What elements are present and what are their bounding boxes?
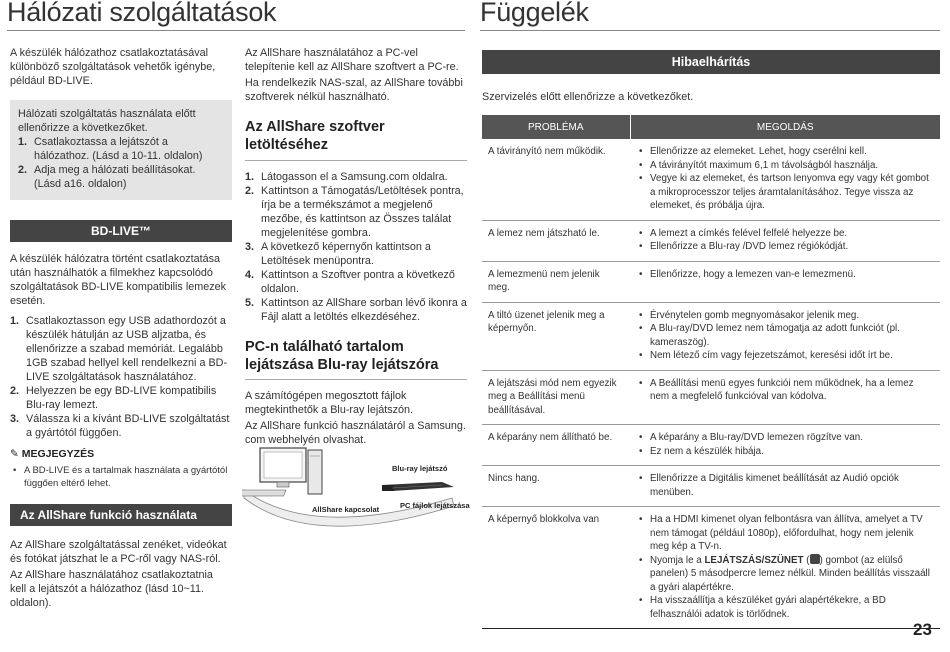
solution-item: • Ha a HDMI kimenet olyan felbontásra van állítva, amelyet a TV nem támogat (például 1080p), előfordulhat, hogy nem jelenik meg kép a TV-n. xyxy=(636,513,934,554)
column-1 xyxy=(10,46,232,610)
allshare-nas-text: Ha rendelkezik NAS-szal, az AllShare további szoftverek nélkül használható. xyxy=(245,77,463,103)
allshare-func-header: Az AllShare funkció használata xyxy=(10,504,232,526)
problem-cell: A lemezmenü nem jelenik meg. xyxy=(482,261,630,302)
solution-item: • Érvénytelen gomb megnyomásakor jelenik meg. xyxy=(636,309,934,323)
step-text: Csatlakoztassa a lejátszót a hálózathoz. (Lásd a 10-11. oldalon) xyxy=(34,136,203,162)
problem-cell: A távirányító nem működik. xyxy=(482,139,630,220)
step-text: Kattintson az AllShare sorban lévő ikonra a Fájl alatt a letöltés elkezdéséhez. xyxy=(261,297,467,323)
list-item xyxy=(245,268,467,296)
step-number: 1. xyxy=(18,136,28,148)
problem-cell: A lemez nem játszható le. xyxy=(482,220,630,261)
pencil-icon: ✎ xyxy=(10,448,22,460)
download-steps xyxy=(245,170,467,324)
bdlive-header: BD-LIVE™ xyxy=(10,220,232,242)
step-number: 2. xyxy=(18,164,28,176)
page-number: 23 xyxy=(913,620,932,639)
step-number: 2. xyxy=(245,185,255,197)
column-2 xyxy=(245,46,467,447)
list-item xyxy=(18,135,224,163)
intro-text: A készülék hálózathoz csatlakoztatásával különböző szolgáltatások vehetők igénybe, például BD-LIVE. xyxy=(10,47,216,87)
solution-item: • Vegye ki az elemeket, és tartson lenyomva egy vagy két gombot a mikroprocesszor teljes áramtalanításához. Tegye vissza az elemeket, és próbálja újra. xyxy=(636,172,934,213)
col-problem-header: PROBLÉMA xyxy=(482,115,630,139)
solution-cell xyxy=(630,466,940,507)
solution-cell xyxy=(630,261,940,302)
list-item xyxy=(245,184,467,240)
pc-heading: PC-n található tartalom lejátszása Blu-ray lejátszóra xyxy=(245,339,439,373)
pc-text-1: A számítógépen megosztott fájlok megtekinthetők a Blu-ray lejátszón. xyxy=(245,390,414,416)
step-number: 3. xyxy=(10,413,20,425)
solution-item: • Ez nem a készülék hibája. xyxy=(636,445,934,459)
note-list xyxy=(10,464,232,490)
solution-item: • Nem létező cím vagy fejezetszámot, keresési időt írt be. xyxy=(636,349,934,363)
solution-item: • Ellenőrizze a Blu-ray /DVD lemez régiókódját. xyxy=(636,240,934,254)
list-item xyxy=(10,384,232,412)
step-text: Kattintson a Támogatás/Letöltések pontra, írja be a termékszámot a megjelenő mezőbe, és kattintson az Összes találat megjelenítése gombra. xyxy=(261,185,464,239)
bluray-player-icon xyxy=(382,482,454,491)
player-label: Blu-ray lejátszó xyxy=(392,464,448,473)
problem-cell: A képarány nem állítható be. xyxy=(482,425,630,466)
note-block xyxy=(10,448,232,490)
download-heading: Az AllShare szoftver letöltéséhez xyxy=(245,119,385,153)
download-rule xyxy=(245,160,467,161)
connection-label: AllShare kapcsolat xyxy=(312,505,380,514)
table-row xyxy=(482,370,940,425)
solution-item: • Ha visszaállítja a készüléket gyári alapértékekre, a BD felhasználói adatok is törlődnek. xyxy=(636,594,934,621)
step-number: 3. xyxy=(245,241,255,253)
note-title: ✎ MEGJEGYZÉS xyxy=(10,448,95,460)
step-text: A következő képernyőn kattintson a Letöltések menüpontra. xyxy=(261,241,431,267)
solution-item: • Ellenőrizze, hogy a lemezen van-e lemezmenü. xyxy=(636,268,934,282)
table-row xyxy=(482,507,940,629)
step-number: 4. xyxy=(245,269,255,281)
allshare-func-p1: Az AllShare szolgáltatással zenéket, videókat és fotókat játszhat le a PC-ről vagy NAS-ról. xyxy=(10,539,227,565)
problem-cell: A képernyő blokkolva van xyxy=(482,507,630,629)
list-item xyxy=(18,163,224,191)
step-text: Válassza ki a kívánt BD-LIVE szolgáltatást a gyártótól függően. xyxy=(26,413,230,439)
problem-cell: Nincs hang. xyxy=(482,466,630,507)
pc-tower-icon xyxy=(308,450,322,494)
prereq-intro: Hálózati szolgáltatás használata előtt ellenőrizze a következőket. xyxy=(18,108,196,134)
troubleshooting-table xyxy=(482,115,940,629)
page-title-right: Függelék xyxy=(480,0,589,27)
troubleshooting-header: Hibaelhárítás xyxy=(482,50,940,74)
solution-item: • A képarány a Blu-ray/DVD lemezen rögzítve van. xyxy=(636,431,934,445)
table-row xyxy=(482,220,940,261)
table-row xyxy=(482,139,940,220)
step-number: 5. xyxy=(245,297,255,309)
page-title-left: Hálózati szolgáltatások xyxy=(7,0,277,27)
solution-cell xyxy=(630,425,940,466)
bdlive-text: A készülék hálózatra történt csatlakoztatása után használhatók a filmekhez kapcsolódó szolgáltatások BD-LIVE kompatibilis lemezek esetén. xyxy=(10,253,227,307)
pc-rule xyxy=(245,379,467,380)
table-row xyxy=(482,425,940,466)
list-item xyxy=(10,412,232,440)
step-text: Csatlakoztasson egy USB adathordozót a készülék hátulján az USB aljzatba, és ellenőrizze a szabad memóriát. Legalább 1GB szabad hellyel kell rendelkezni a BD-LIVE szolgáltatások használatához. xyxy=(26,315,228,383)
troubleshooting-intro: Szervizelés előtt ellenőrizze a következőket. xyxy=(482,91,694,103)
files-label: PC fájlok lejátszása xyxy=(400,501,470,510)
solution-item: • A lemezt a címkés felével felfelé helyezze be. xyxy=(636,227,934,241)
title-rule-left xyxy=(7,30,465,31)
solution-cell xyxy=(630,139,940,220)
step-text: Látogasson el a Samsung.com oldalra. xyxy=(261,171,448,183)
problem-cell: A tiltó üzenet jelenik meg a képernyőn. xyxy=(482,302,630,370)
allshare-install-text: Az AllShare használatához a PC-vel telepítenie kell az AllShare szoftvert a PC-re. xyxy=(245,47,459,73)
solution-cell xyxy=(630,507,940,629)
allshare-func-p2: Az AllShare használatához csatlakoztatnia kell a lejátszót a hálózathoz (lásd 10~11. oldalon). xyxy=(10,569,213,609)
pc-text-2: Az AllShare funkció használatáról a Samsung. com webhelyén olvashat. xyxy=(245,420,466,446)
note-item: • A BD-LIVE és a tartalmak használata a gyártótól függően eltérő lehet. xyxy=(10,464,232,490)
pc-monitor-icon xyxy=(242,448,306,496)
problem-cell: A lejátszási mód nem egyezik meg a Beállítási menü beállításával. xyxy=(482,370,630,425)
step-text: Adja meg a hálózati beállításokat. (Lásd a16. oldalon) xyxy=(34,164,196,190)
table-row xyxy=(482,261,940,302)
title-rule-right xyxy=(480,30,940,31)
step-text: Kattintson a Szoftver pontra a következő oldalon. xyxy=(261,269,455,295)
step-number: 1. xyxy=(10,315,20,327)
solution-item: • Nyomja le a LEJÁTSZÁS/SZÜNET ( ) gombot (az elülső panelen) 5 másodpercre lemez nélkül. Minden beállítás visszaáll a gyári alapértékre. xyxy=(636,554,934,595)
table-row xyxy=(482,466,940,507)
solution-item: • Ellenőrizze az elemeket. Lehet, hogy cserélni kell. xyxy=(636,145,934,159)
col-solution-header: MEGOLDÁS xyxy=(630,115,940,139)
table-header-row xyxy=(482,115,940,139)
list-item xyxy=(10,314,232,384)
solution-item: • A Beállítási menü egyes funkciói nem működnek, ha a lemez nem a megfelelő funkcióval van kódolva. xyxy=(636,377,934,404)
table-row xyxy=(482,302,940,370)
prereq-box xyxy=(10,100,232,200)
play-pause-icon xyxy=(810,554,820,564)
bdlive-steps xyxy=(10,314,232,440)
solution-cell xyxy=(630,302,940,370)
solution-cell xyxy=(630,370,940,425)
step-text: Helyezzen be egy BD-LIVE kompatibilis Blu-ray lemezt. xyxy=(26,385,217,411)
step-number: 2. xyxy=(10,385,20,397)
allshare-diagram xyxy=(242,440,470,530)
list-item xyxy=(245,240,467,268)
list-item xyxy=(245,296,467,324)
step-number: 1. xyxy=(245,171,255,183)
prereq-list xyxy=(18,135,224,191)
list-item xyxy=(245,170,467,184)
solution-cell xyxy=(630,220,940,261)
solution-item: • A távirányítót maximum 6,1 m távolságból használja. xyxy=(636,159,934,173)
solution-item: • A Blu-ray/DVD lemez nem támogatja az adott funkciót (pl. kameraszög). xyxy=(636,322,934,349)
solution-item: • Ellenőrizze a Digitális kimenet beállítását az Audió opciók menüben. xyxy=(636,472,934,499)
